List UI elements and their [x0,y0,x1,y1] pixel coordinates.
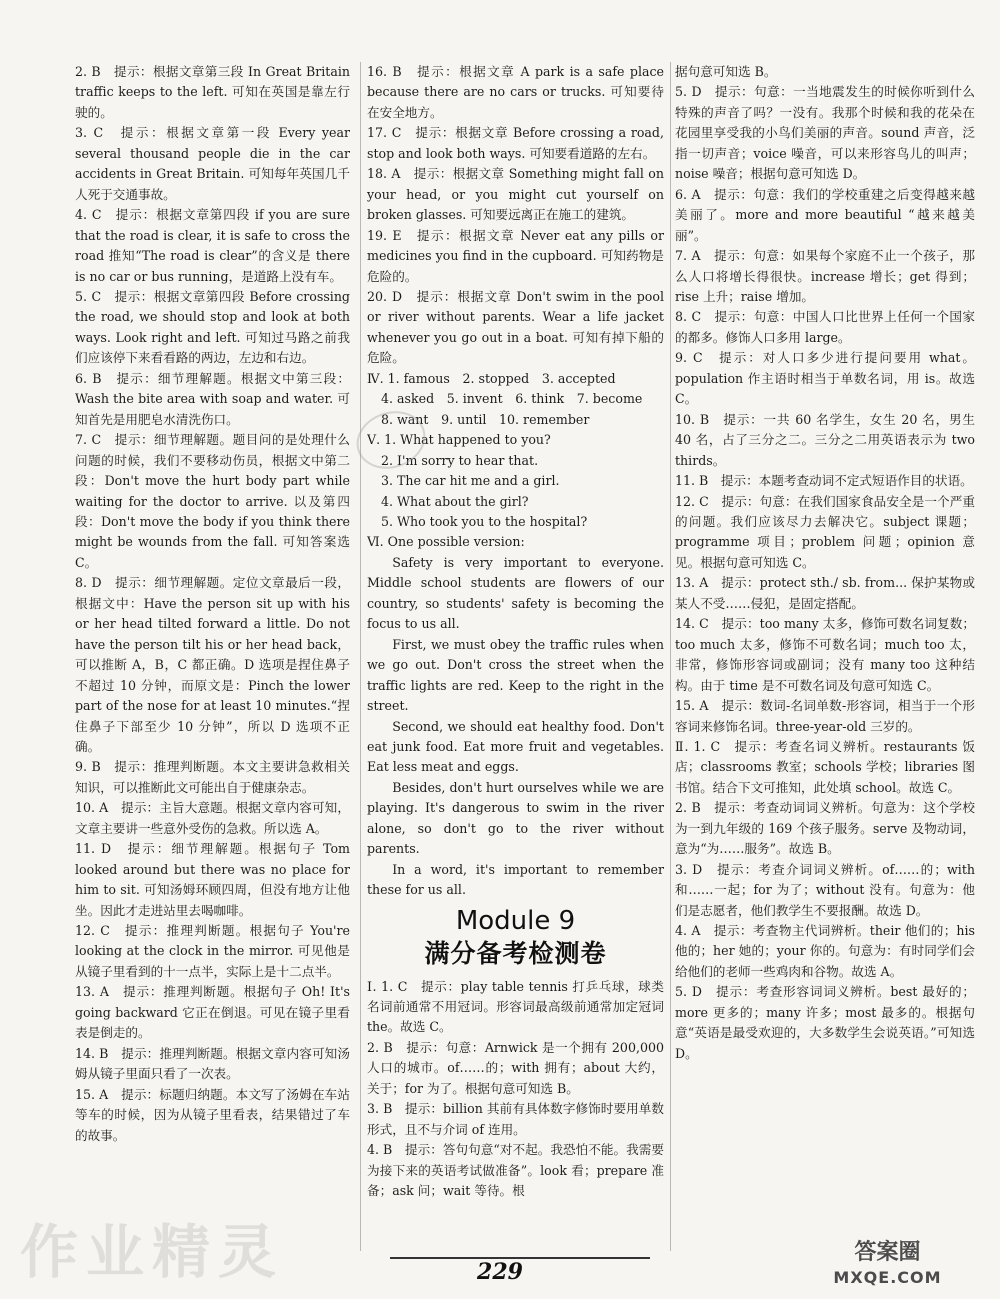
essay-paragraph: First, we must obey the traffic rules when we go out. Don't cross the street when the traffic lights are red. Keep to the right in the street. [367,636,664,714]
answer-item: 7. A 提示：句意：如果每个家庭不止一个孩子，那么人口将增长得很快。increase 增长；get 得到；rise 上升；raise 增加。 [675,248,975,304]
right-column [675,62,975,1257]
logo-text: 答案圈 [854,1240,921,1265]
answer-item: 据句意可知选 B。 [675,64,777,79]
answer-item: 4. C 提示：根据文章第四段 if you are sure that the road is clear, it is safe to cross the road 推知“The road is clear”的含义是 there is no car or bus running，是道路上没有车。 [75,207,350,284]
answer-item: 18. A 提示：根据文章 Something might fall on your head, or you might cut yourself on broken glasses. 可知要远离正在施工的建筑。 [367,166,664,223]
answer-item: 12. C 提示：句意：在我们国家食品安全是一个严重的问题。我们应该尽力去解决它。subject 课题；programme 项目；problem 问题；opinion 意见。根据句意可知选 C。 [675,493,975,570]
answer-item: 3. B 提示：billion 其前有具体数字修饰时要用单数形式，且不与介词 of 连用。 [367,1101,664,1137]
section-6-lead: Ⅵ. One possible version: [367,534,525,550]
module-subtitle: 满分备考检测卷 [424,938,607,968]
answer-item: 2. B 提示：根据文章第三段 In Great Britain traffic keeps to the left. 可知在英国是靠左行驶的。 [75,64,350,120]
answer-item: 5. C 提示：根据文章第四段 Before crossing the road, we should stop and look at both ways. Look right and left. 可知过马路之前我们应该停下来看看路的两边，左边和右边。 [75,288,350,366]
answer-item: 8. D 提示：细节理解题。定位文章最后一段，根据文中：Have the person sit up with his or her head tilted forward a little. Do not have the person tilt his or her head back，可以推断 A，B，C 都正确。D 选项是捏住鼻子不超过 10 分钟，而原文是：Pinch the lower part of the nose for at least 10 minutes.“捏住鼻子下部至少 10 分钟”，所以 D 选项不正确。 [75,575,350,754]
logo-url: MXQE.COM [833,1268,942,1287]
site-logo [795,1227,980,1289]
answer-item: 3. D 提示：考查介词词义辨析。of……的；with 和……一起；for 为了；without 没有。句意为：他们是志愿者，他们教学生不要报酬。故选 D。 [675,861,975,918]
answer-item: Ⅰ. 1. C 提示：play table tennis 打乒乓球，球类名词前通常不用冠词。形容词最高级前通常加定冠词 the。故选 C。 [367,978,664,1035]
left-column [75,62,350,1257]
answer-item: 16. B 提示：根据文章 A park is a safe place because there are no cars or trucks. 可知要待在安全地方。 [367,64,664,120]
answer-item: 10. B 提示：一共 60 名学生，女生 20 名，男生 40 名，占了三分之二。三分之二用英语表示为 two thirds。 [675,411,975,468]
essay-paragraph: Second, we should eat healthy food. Don't eat junk food. Eat more fruit and vegetables. Eat less meat and eggs. [367,718,664,775]
answer-item: 6. A 提示：句意：我们的学校重建之后变得越来越美丽了。more and more beautiful “越来越美丽”。 [675,186,975,243]
module-title: Module 9 [455,905,576,936]
answer-item: 14. B 提示：推理判断题。根据文章内容可知汤姆从镜子里面只看了一次表。 [75,1045,350,1082]
answer-item: 6. B 提示：细节理解题。根据文中第三段：Wash the bite area with soap and water. 可知首先是用肥皂水清洗伤口。 [75,370,350,427]
answer-item: 11. D 提示：细节理解题。根据句子 Tom looked around but there was no place for him to sit. 可知汤姆环顾四周，但没有地方让他坐。因此才走进站里去喝咖啡。 [75,841,350,918]
section-5-line: 4. What about the girl? [381,493,529,509]
answer-item: 17. C 提示：根据文章 Before crossing a road, stop and look both ways. 可知要看道路的左右。 [367,125,664,161]
column-divider-1 [360,62,361,1251]
answer-item: 19. E 提示：根据文章 Never eat any pills or medicines you find in the cupboard. 可知药物是危险的。 [367,227,664,284]
answer-item: 12. C 提示：推理判断题。根据句子 You're looking at the clock in the mirror. 可见他是从镜子里看到的十一点半，实际上是十二点半。 [75,923,350,979]
section-5-line: 2. I'm sorry to hear that. [381,452,539,468]
answer-item: 11. B 提示：本题考查动词不定式短语作目的状语。 [675,473,973,489]
watermark: 作业精灵 [20,1218,285,1286]
answer-item: 15. A 提示：标题归纳题。本文写了汤姆在车站等车的时候，因为从镜子里看表，结果错过了车的故事。 [75,1086,350,1143]
answer-item: 4. A 提示：考查物主代词辨析。their 他们的；his 他的；her 她的；your 你的。句意为：有时同学们会给他们的老师一些鸡肉和谷物。故选 A。 [675,923,975,979]
section-5-lead: Ⅴ. 1. What happened to you? [367,432,551,448]
answer-item: 9. B 提示：推理判断题。本文主要讲急救相关知识，可以推断此文可能出自于健康杂志。 [75,759,350,795]
section-4-lead: Ⅳ. 1. famous 2. stopped 3. accepted [367,370,616,386]
answer-item: 15. A 提示：数词-名词单数-形容词，相当于一个形容词来修饰名词。three-year-old 三岁的。 [675,698,975,734]
answer-item: 5. D 提示：句意：一当地震发生的时候你听到什么特殊的声音了吗？一没有。我那个时候和我的花朵在花园里享受我的小鸟们美丽的声音。sound 声音，泛指一切声音；voice 噪音，可以来形容鸟儿的叫声；noise 噪音；根据句意可知选 D。 [675,84,975,182]
answer-item: 7. C 提示：细节理解题。题目问的是处理什么问题的时候，我们不要移动伤员，根据文中第二段：Don't move the hurt body part while waiting for the doctor to arrive. 以及第四段：Don't move the body if you think there might be wounds from the fall. 可知答案选 C。 [75,432,350,570]
answer-item: 2. B 提示：考查动词词义辨析。句意为：这个学校为一到九年级的 169 个孩子服务。serve 及物动词，意为“为……服务”。故选 B。 [675,800,975,857]
answer-item: 8. C 提示：句意：中国人口比世界上任何一个国家的都多。修饰人口多用 large。 [675,309,975,345]
answer-item: 10. A 提示：主旨大意题。根据文章内容可知，文章主要讲一些意外受伤的急救。所以选 A。 [75,800,350,836]
essay-paragraph: Safety is very important to everyone. Middle school students are flowers of our country, so students' safety is becoming the focus to us all. [367,554,664,632]
answer-item: 2. B 提示：句意：Arnwick 是一个拥有 200,000 人口的城市。of……的；with 拥有；about 大约，关于；for 为了。根据句意可知选 B。 [367,1039,664,1096]
essay-paragraph: In a word, it's important to remember these for us all. [367,861,664,898]
section-4-line: 8. want 9. until 10. remember [381,411,590,427]
answer-item: 13. A 提示：protect sth./ sb. from... 保护某物或某人不受……侵犯，是固定搭配。 [675,575,975,611]
middle-column [367,62,664,1257]
section-5-line: 3. The car hit me and a girl. [381,473,560,489]
answer-item: 5. D 提示：考查形容词词义辨析。best 最好的；more 更多的；many 许多；most 最多的。根据句意“英语是最受欢迎的，大多数学生会说英语。”可知选 D。 [675,984,975,1061]
answer-item: Ⅱ. 1. C 提示：考查名词义辨析。restaurants 饭店；classrooms 教室；schools 学校；libraries 图书馆。结合下文可推知，此处填 school。故选 C。 [675,738,975,795]
answer-item: 14. C 提示：too many 太多，修饰可数名词复数；too much 太多，修饰不可数名词；much too 太，非常，修饰形容词或副词；没有 many too 这种结构。由于 time 是不可数名词及句意可知选 C。 [675,616,975,693]
answer-item: 13. A 提示：推理判断题。根据句子 Oh! It's going backward 它正在倒退。可见在镜子里看表是倒走的。 [75,984,350,1041]
answer-item: 9. C 提示：对人口多少进行提问要用 what。population 作主语时相当于单数名词，用 is。故选 C。 [675,350,975,407]
answer-item: 3. C 提示：根据文章第一段 Every year several thousand people die in the car accidents in Great Britain. 可知每年英国几千人死于交通事故。 [75,125,350,202]
answer-item: 20. D 提示：根据文章 Don't swim in the pool or river without parents. Wear a life jacket whenever you go out in a boat. 可知有掉下船的危险。 [367,288,664,366]
section-5-line: 5. Who took you to the hospital? [381,513,588,529]
essay-paragraph: Besides, don't hurt ourselves while we are playing. It's dangerous to swim in the river alone, so don't go to the river without parents. [367,779,664,857]
column-divider-2 [670,62,671,1251]
answer-item: 4. B 提示：答句句意“对不起。我恐怕不能。我需要为接下来的英语考试做准备”。look 看；prepare 准备；ask 问；wait 等待。根 [367,1142,664,1199]
page-number: 229 [477,1259,523,1285]
section-4-line: 4. asked 5. invent 6. think 7. become [381,391,643,407]
